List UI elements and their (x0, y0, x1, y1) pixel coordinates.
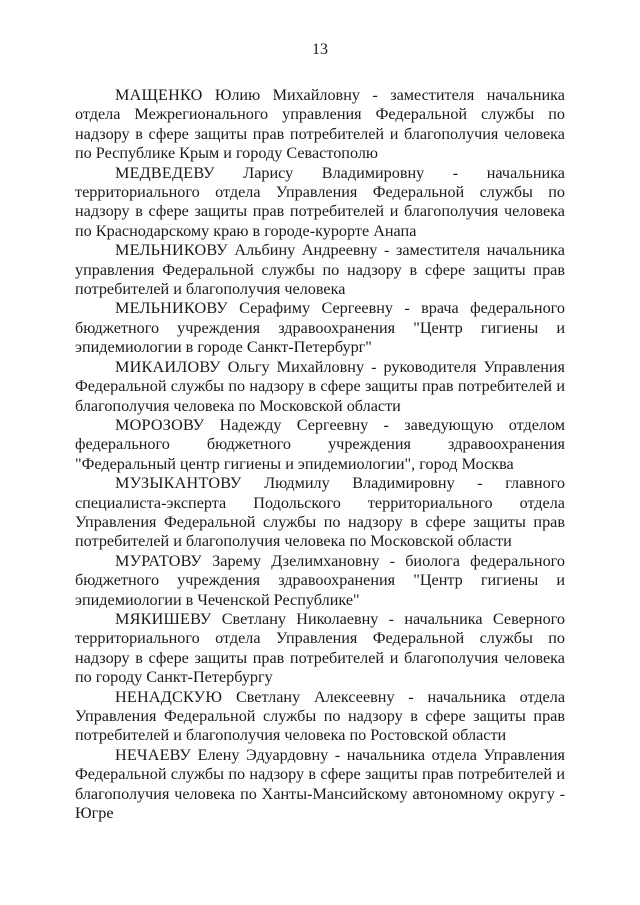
award-entry (75, 86, 565, 164)
entry-text: Светлану Алексеевну - начальника отдела Управления Федеральной службы по надзору в сфере защиты прав потребителей и благополучия человека по Ростовской области (75, 687, 565, 745)
entry-text: Юлию Михайловну - заместителя начальника отдела Межрегионального управления Федеральной службы по надзору в сфере защиты прав потребителей и благополучия человека по Республике Крым и городу Севастополю (75, 86, 565, 163)
award-entry (75, 610, 565, 688)
award-entry (75, 241, 565, 299)
entry-text: Светлану Николаевну - начальника Северного территориального отдела Управления Федеральной службы по надзору в сфере защиты прав потребителей и благополучия человека по городу Санкт-Петербургу (75, 609, 565, 687)
entry-surname: МЕЛЬНИКОВУ (115, 299, 228, 318)
award-entry (75, 416, 565, 474)
award-entry (75, 358, 565, 416)
award-entry (75, 688, 565, 746)
entry-surname: НЕЧАЕВУ (115, 745, 192, 764)
award-entry (75, 164, 565, 242)
entry-surname: МЕЛЬНИКОВУ (115, 241, 228, 260)
award-entry (75, 299, 565, 357)
entry-text: Елену Эдуардовну - начальника отдела Управления Федеральной службы по надзору в сфере защиты прав потребителей и благополучия человека по Ханты-Мансийскому автономному округу - Югре (75, 745, 565, 823)
entry-surname: МИКАИЛОВУ (115, 357, 221, 376)
entry-surname: МАЩЕНКО (115, 86, 203, 104)
entry-text: Людмилу Владимировну - главного специалиста-эксперта Подольского территориального отдела Управления Федеральной службы по надзору в сфере защиты прав потребителей и благополучия человека по Московской области (75, 474, 565, 551)
entry-surname: МУЗЫКАНТОВУ (115, 474, 242, 493)
entry-surname: МЕДВЕДЕВУ (115, 163, 215, 182)
entry-surname: МЯКИШЕВУ (115, 609, 212, 628)
entry-text: Зарему Дзелимхановну - биолога федерального бюджетного учреждения здравоохранения "Центр гигиены и эпидемиологии в Чеченской Республике" (75, 551, 565, 609)
entry-text: Серафиму Сергеевну - врача федерального бюджетного учреждения здравоохранения "Центр гигиены и эпидемиологии в городе Санкт-Петербург" (75, 299, 565, 357)
entry-text: Ларису Владимировну - начальника территориального отдела Управления Федеральной службы по надзору в сфере защиты прав потребителей и благополучия человека по Краснодарскому краю в городе-курорте Анапа (75, 163, 565, 240)
entry-surname: МОРОЗОВУ (115, 415, 205, 434)
award-entry (75, 474, 565, 552)
page-number: 13 (312, 41, 328, 58)
entry-text: Надежду Сергеевну - заведующую отделом федерального бюджетного учреждения здравоохранения "Федеральный центр гигиены и эпидемиологии", город Москва (75, 415, 565, 473)
entry-text: Ольгу Михайловну - руководителя Управления Федеральной службы по надзору в сфере защиты прав потребителей и благополучия человека по Московской области (75, 357, 565, 415)
entry-surname: МУРАТОВУ (115, 551, 202, 570)
document-body (75, 86, 565, 823)
entry-text: Альбину Андреевну - заместителя начальника управления Федеральной службы по надзору в сфере защиты прав потребителей и благополучия человека (75, 241, 565, 299)
award-entry (75, 552, 565, 610)
award-entry (75, 746, 565, 824)
entry-surname: НЕНАДСКУЮ (115, 687, 223, 706)
